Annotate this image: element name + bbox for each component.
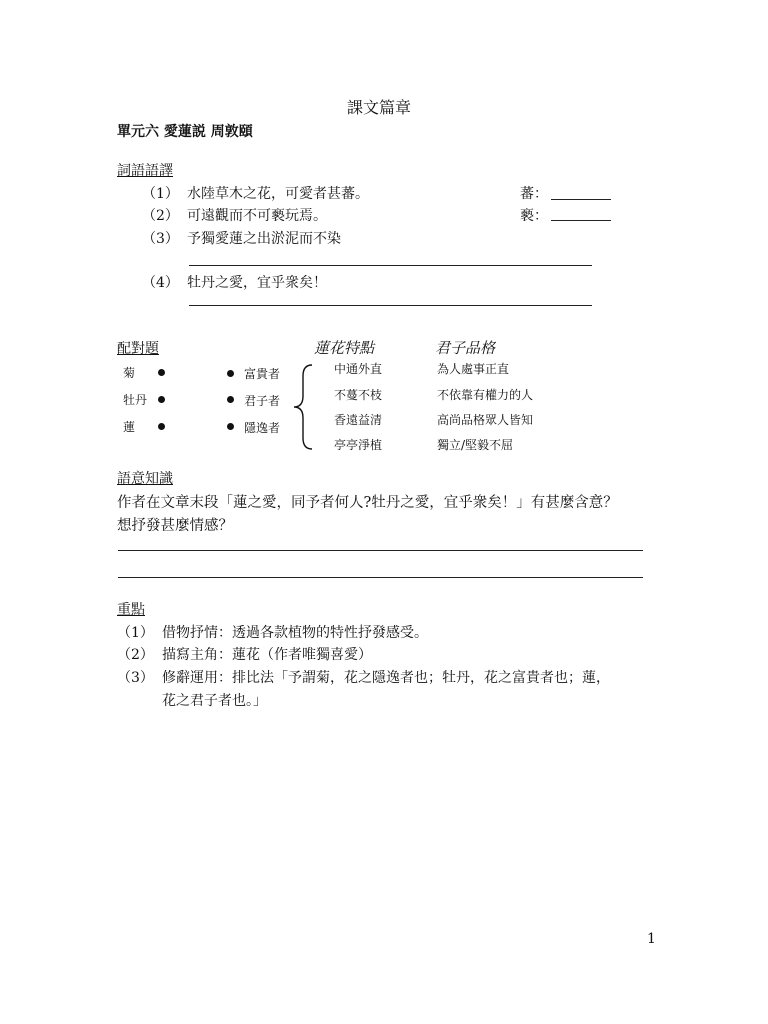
virtue-item: 不依靠有權力的人 <box>437 388 534 402</box>
type-gentleman: 君子者 <box>244 394 281 408</box>
vocab-item-3-text: 予獨愛蓮之出淤泥而不染 <box>187 231 341 247</box>
type-wealthy: 富貴者 <box>244 367 281 381</box>
keypoints-heading: 重點 <box>117 602 145 618</box>
vocab-item-1-num: （1） <box>142 186 179 202</box>
type-recluse: 隱逸者 <box>244 421 281 435</box>
flower-peony: 牡丹 <box>123 393 148 407</box>
keypoint-3-text: 修辭運用：排比法「予謂菊，花之隱逸者也；牡丹，花之富貴者也；蓮， <box>162 670 610 686</box>
vocab-item-4-answer-line[interactable] <box>189 305 592 306</box>
keypoint-3-continuation: 花之君子者也。」 <box>162 693 267 709</box>
comprehension-answer-line-1[interactable] <box>118 550 643 551</box>
vocab-item-1-answer-line[interactable] <box>551 199 611 200</box>
page-title: 課文篇章 <box>347 98 412 117</box>
flower-chrysanthemum: 菊 <box>123 366 136 380</box>
virtues-column-header: 君子品格 <box>435 339 496 357</box>
comprehension-question-line1: 作者在文章末段「蓮之愛，同予者何人?牡丹之愛，宜乎衆矣！」有甚麼含意？ <box>117 495 618 511</box>
comprehension-heading: 語意知識 <box>117 471 173 487</box>
vocab-item-2-blank-label: 褻： <box>520 208 548 224</box>
virtue-item: 高尚品格眾人皆知 <box>437 413 534 427</box>
vocab-item-4-text: 牡丹之愛，宜乎衆矣！ <box>187 275 327 291</box>
trait-item: 中通外直 <box>334 362 383 376</box>
match-dot-gentleman[interactable] <box>227 396 234 403</box>
vocab-item-2-text: 可遠觀而不可褻玩焉。 <box>187 208 327 224</box>
trait-item: 香遠益清 <box>334 413 383 427</box>
keypoint-2-num: （2） <box>117 647 154 663</box>
curly-brace <box>286 363 316 451</box>
vocab-heading: 詞語語譯 <box>117 163 173 179</box>
vocab-item-2-num: （2） <box>142 208 179 224</box>
traits-column-header: 蓮花特點 <box>314 339 375 357</box>
match-dot-lotus[interactable] <box>158 423 165 430</box>
vocab-item-4-num: （4） <box>142 275 179 291</box>
match-dot-recluse[interactable] <box>227 423 234 430</box>
keypoint-1-num: （1） <box>117 625 154 641</box>
flower-lotus: 蓮 <box>123 420 136 434</box>
virtue-item: 為人處事正直 <box>437 362 510 376</box>
trait-item: 不蔓不枝 <box>334 388 383 402</box>
trait-item: 亭亭淨植 <box>334 438 383 452</box>
match-dot-wealthy[interactable] <box>227 370 234 377</box>
keypoint-3-num: （3） <box>117 670 154 686</box>
vocab-item-3-num: （3） <box>142 231 179 247</box>
page-number: 1 <box>647 931 656 947</box>
vocab-item-2-answer-line[interactable] <box>551 220 611 221</box>
matching-heading: 配對題 <box>117 341 159 357</box>
comprehension-question-line2: 想抒發甚麼情感？ <box>117 518 233 534</box>
keypoint-2-text: 描寫主角：蓮花（作者唯獨喜愛） <box>162 647 372 663</box>
vocab-item-3-answer-line[interactable] <box>189 265 592 266</box>
match-dot-peony[interactable] <box>158 396 165 403</box>
virtue-item: 獨立/堅毅不屈 <box>437 438 514 452</box>
vocab-item-1-blank-label: 蕃： <box>520 186 548 202</box>
vocab-item-1-text: 水陸草木之花，可愛者甚蕃。 <box>187 186 369 202</box>
unit-heading: 單元六 愛蓮説 周敦頤 <box>117 124 253 140</box>
keypoint-1-text: 借物抒情：透過各款植物的特性抒發感受。 <box>162 625 428 641</box>
match-dot-chrysanthemum[interactable] <box>158 369 165 376</box>
comprehension-answer-line-2[interactable] <box>118 577 643 578</box>
